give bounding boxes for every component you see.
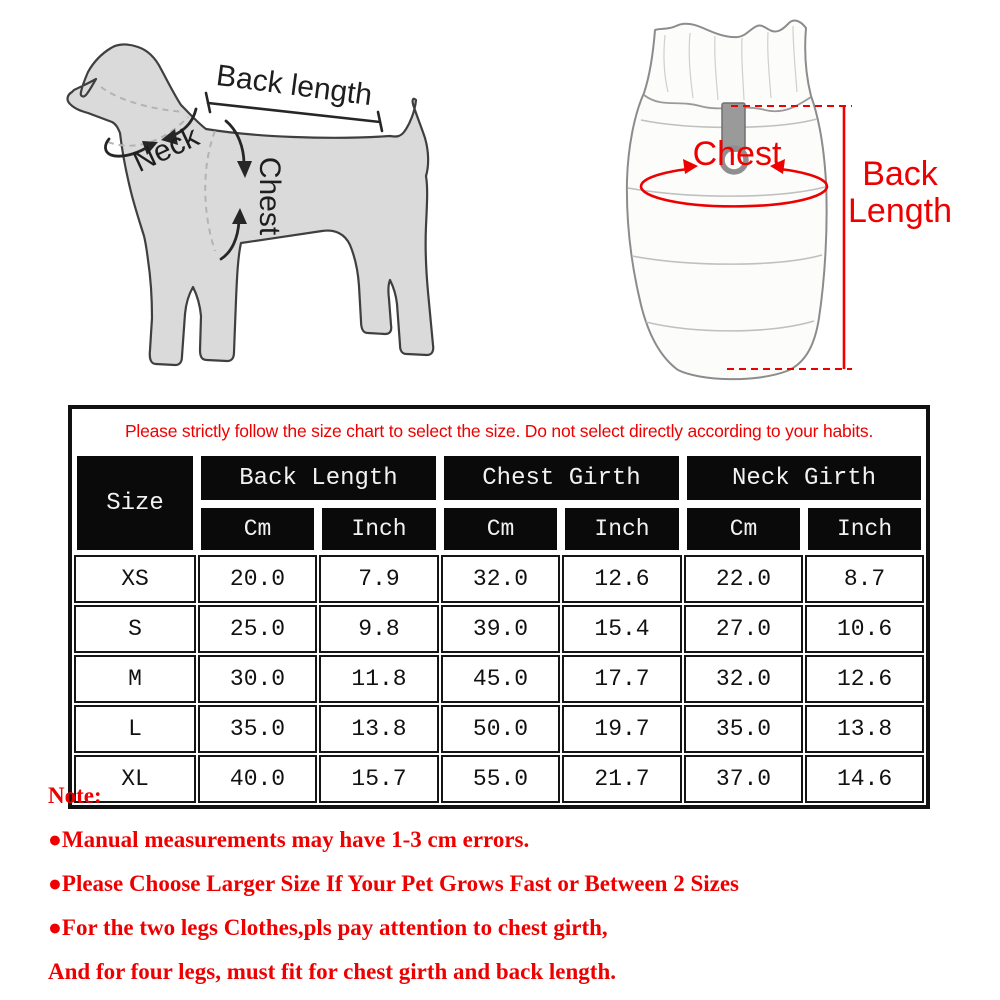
value-cell: 32.0 (441, 555, 560, 603)
value-cell: 20.0 (198, 555, 317, 603)
table-row-s (74, 605, 924, 653)
note-line-measure-errors: ●Manual measurements may have 1-3 cm errors. (48, 827, 530, 852)
unit-header: Inch (319, 505, 439, 553)
size-table (68, 405, 930, 809)
table-group-header-row (74, 453, 924, 503)
value-cell: 8.7 (805, 555, 924, 603)
dog-measurement-diagram (0, 0, 470, 400)
value-cell: 40.0 (198, 755, 317, 803)
size-cell: XS (74, 555, 196, 603)
unit-header: Inch (805, 505, 924, 553)
note-line-four-legs: And for four legs, must fit for chest girth and back length. (48, 959, 616, 984)
value-cell: 37.0 (684, 755, 803, 803)
value-cell: 30.0 (198, 655, 317, 703)
value-cell: 13.8 (319, 705, 439, 753)
value-cell: 10.6 (805, 605, 924, 653)
value-cell: 12.6 (562, 555, 682, 603)
vest-chest-label: Chest (692, 135, 782, 173)
unit-header: Cm (684, 505, 803, 553)
value-cell: 32.0 (684, 655, 803, 703)
size-cell: S (74, 605, 196, 653)
note-line-choose-larger: ●Please Choose Larger Size If Your Pet Grows Fast or Between 2 Sizes (48, 871, 739, 896)
unit-header: Cm (441, 505, 560, 553)
table-row-xs (74, 555, 924, 603)
size-cell: L (74, 705, 196, 753)
vest-back-label: Back (862, 155, 938, 193)
unit-header: Cm (198, 505, 317, 553)
table-warning-row (74, 411, 924, 451)
value-cell: 50.0 (441, 705, 560, 753)
value-cell: 55.0 (441, 755, 560, 803)
back-length-group-header: Back Length (198, 453, 439, 503)
size-cell: M (74, 655, 196, 703)
value-cell: 15.4 (562, 605, 682, 653)
vest-measurement-diagram (600, 0, 1000, 400)
value-cell: 35.0 (198, 705, 317, 753)
notes-title: Note: (48, 783, 102, 808)
vest-length-label: Length (848, 192, 952, 230)
value-cell: 15.7 (319, 755, 439, 803)
chest-girth-group-header: Chest Girth (441, 453, 682, 503)
value-cell: 17.7 (562, 655, 682, 703)
value-cell: 14.6 (805, 755, 924, 803)
dog-neck-label: Neck (128, 119, 204, 179)
value-cell: 9.8 (319, 605, 439, 653)
notes-section (48, 781, 739, 1000)
table-row-m (74, 655, 924, 703)
value-cell: 11.8 (319, 655, 439, 703)
value-cell: 35.0 (684, 705, 803, 753)
note-line-two-legs: ●For the two legs Clothes,pls pay attention to chest girth, (48, 915, 608, 940)
size-cell: XL (74, 755, 196, 803)
value-cell: 7.9 (319, 555, 439, 603)
neck-girth-group-header: Neck Girth (684, 453, 924, 503)
value-cell: 22.0 (684, 555, 803, 603)
value-cell: 19.7 (562, 705, 682, 753)
value-cell: 39.0 (441, 605, 560, 653)
value-cell: 27.0 (684, 605, 803, 653)
table-row-l (74, 705, 924, 753)
value-cell: 25.0 (198, 605, 317, 653)
value-cell: 13.8 (805, 705, 924, 753)
size-column-header: Size (74, 453, 196, 553)
value-cell: 45.0 (441, 655, 560, 703)
value-cell: 21.7 (562, 755, 682, 803)
table-warning-text: Please strictly follow the size chart to select the size. Do not select directly according to your habits. (74, 411, 924, 451)
dog-chest-label: Chest (253, 156, 286, 236)
unit-header: Inch (562, 505, 682, 553)
dog-back-length-label: Back length (214, 58, 375, 113)
table-unit-header-row (74, 505, 924, 553)
value-cell: 12.6 (805, 655, 924, 703)
